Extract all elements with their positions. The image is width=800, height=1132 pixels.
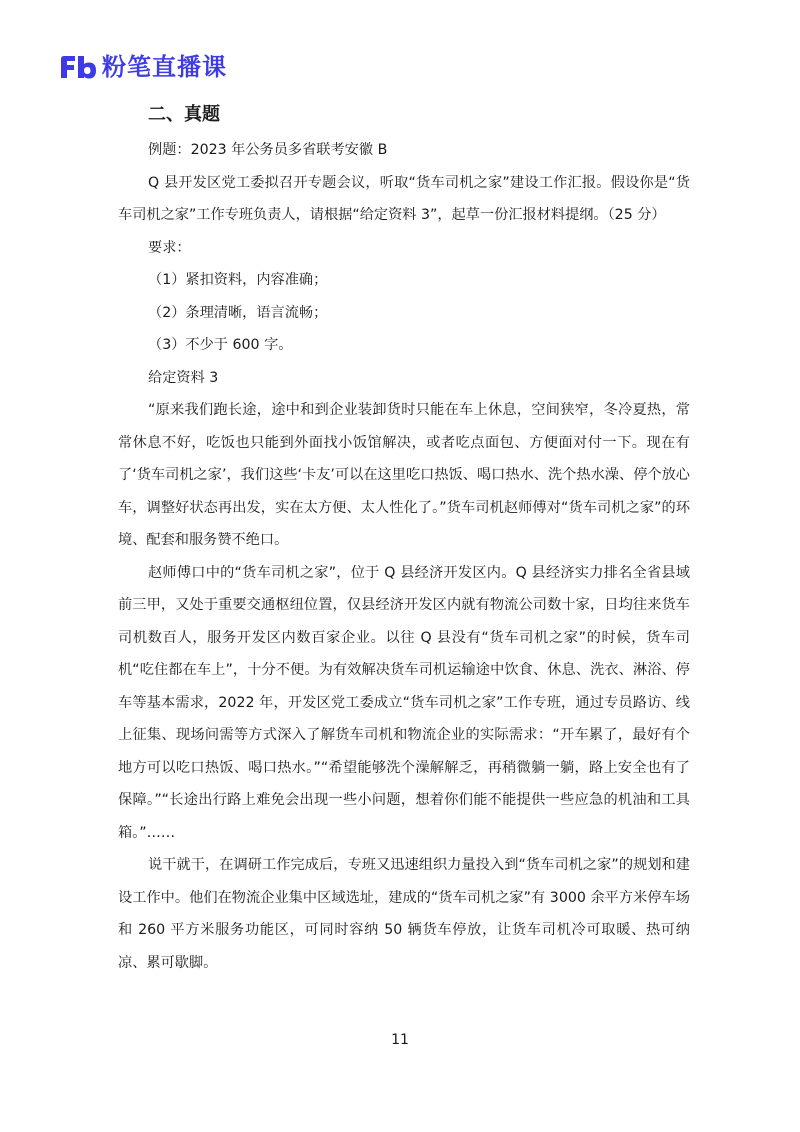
fb-logo-icon	[58, 53, 98, 81]
requirement-item: （2）条理清晰，语言流畅；	[148, 304, 328, 321]
requirement-item: （1）紧扣资料，内容准确；	[148, 272, 328, 288]
page-number: 11	[391, 1032, 409, 1048]
material-paragraph: “原来我们跑长途，途中和到企业装卸货时只能在车上休息，空间狭窄，冬冷夏热，常常休息不好，吃饭也只能到外面找小饭馆解决，或者吃点面包、方便面对付一下。现在有了‘货车司机之家’，我们这些‘卡友’可以在这里吃口热饭、喝口热水、洗个热水澡、停个放心车，调整好状态再出发，实在太方便、太人性化了。”货车司机赵师傅对“货车司机之家”的环境、配套和服务赞不绝口。	[118, 402, 691, 548]
material-paragraph: 说干就干，在调研工作完成后，专班又迅速组织力量投入到“货车司机之家”的规划和建设工作中。他们在物流企业集中区域选址，建成的“货车司机之家”有 3000 余平方米停车场和 260 平方米服务功能区，可同时容纳 50 辆货车停放，让货车司机冷可取暖、热可纳凉、累可歇脚。	[118, 857, 690, 971]
material-paragraph: 赵师傅口中的“货车司机之家”，位于 Q 县经济开发区内。Q 县经济实力排名全省县域前三甲，又处于重要交通枢纽位置，仅县经济开发区内就有物流公司数十家，日均往来货车司机数百人，服务开发区内数百家企业。以往 Q 县没有“货车司机之家”的时候，货车司机“吃住都在车上”，十分不便。为有效解决货车司机运输途中饮食、休息、洗衣、淋浴、停车等基本需求，2022 年，开发区党工委成立“货车司机之家”工作专班，通过专员路访、线上征集、现场问需等方式深入了解货车司机和物流企业的实际需求：“开车累了，最好有个地方可以吃口热饭、喝口热水。”“希望能够洗个澡解解乏，再稍微躺一躺，路上安全也有了保障。”“长途出行路上难免会出现一些小问题，想着你们能不能提供一些应急的机油和工具箱。”……	[118, 564, 690, 841]
section-title: 二、真题	[148, 104, 220, 125]
document-body	[118, 100, 690, 979]
requirements-label: 要求：	[148, 239, 191, 256]
page-header	[58, 52, 227, 82]
material-label: 给定资料 3	[148, 369, 219, 386]
example-title: 例题：2023 年公务员多省联考安徽 B	[148, 142, 388, 158]
question-text: Q 县开发区党工委拟召开专题会议，听取“货车司机之家”建设工作汇报。假设你是“货车司机之家”工作专班负责人，请根据“给定资料 3”，起草一份汇报材料提纲。（25 分）	[118, 174, 690, 223]
requirement-item: （3）不少于 600 字。	[148, 337, 293, 353]
brand-name: 粉笔直播课	[102, 53, 227, 81]
